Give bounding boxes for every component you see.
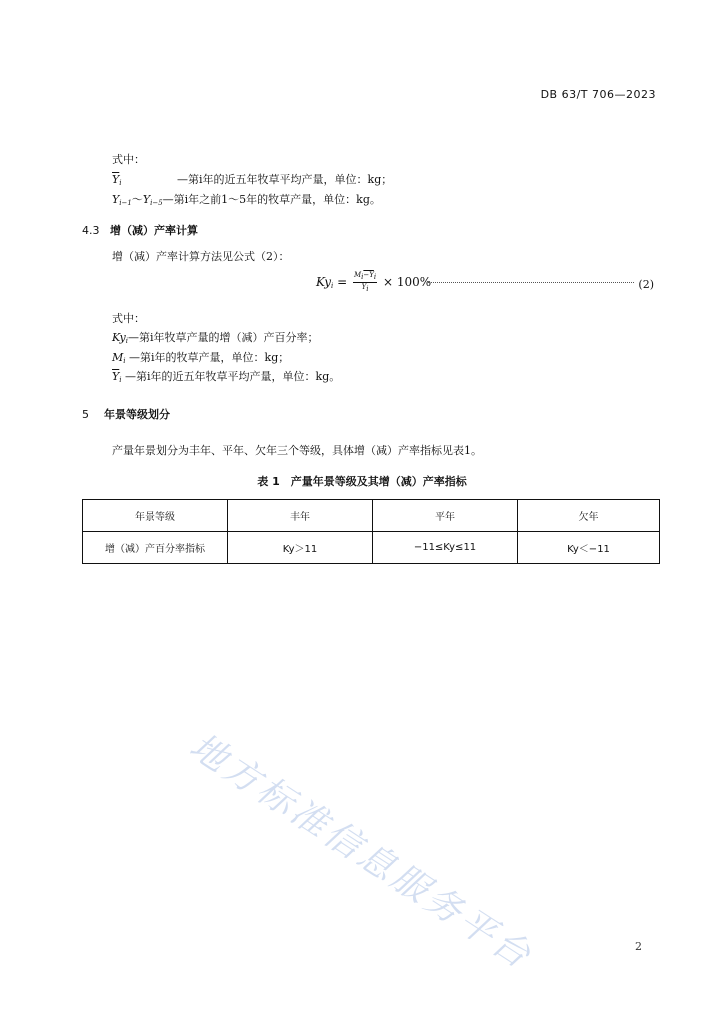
section-5-paragraph: 产量年景划分为丰年、平年、欠年三个等级，具体增（减）产率指标见表1。 — [112, 444, 482, 457]
section-number: 5 — [82, 408, 89, 421]
formula-intro: 增（减）产率计算方法见公式（2）： — [112, 250, 290, 263]
table-cell: Ky＜−11 — [518, 532, 660, 564]
definition-ky: $Ky_i—$第i年牧草产量的增（减）产百分率； — [112, 331, 319, 345]
section-title: 年景等级划分 — [104, 408, 170, 421]
table-header-cell: 平年 — [373, 500, 518, 532]
table-header-cell: 年景等级 — [83, 500, 228, 532]
formula-leader-dots — [428, 276, 634, 283]
formula-where-label: 式中： — [112, 153, 145, 166]
table-header-row — [83, 500, 660, 532]
page-number: 2 — [635, 940, 642, 953]
symbol-y-bar: $\overline{Y}$ — [112, 173, 120, 186]
watermark: 地方标准信息服务平台 — [182, 725, 541, 979]
definition-text: —第i年之前1～5年的牧草产量，单位：kg。 — [162, 193, 381, 206]
table-cell: 增（减）产百分率指标 — [83, 532, 228, 564]
definition-mean-yield: $\overline{Y}_i$ —第i年的近五年牧草平均产量，单位：kg； — [112, 173, 393, 187]
table-cell: Ky＞11 — [228, 532, 373, 564]
formula-fraction: $\frac{Mi-Yi}{\overline{Y}i}$ — [353, 271, 377, 293]
table-header-cell: 欠年 — [518, 500, 660, 532]
definition-text: —第i年牧草产量的增（减）产百分率； — [127, 331, 319, 344]
formula-2: $Ky_i$ = $\frac{Mi-Yi}{\overline{Y}i}$ × 100% — [316, 271, 432, 293]
definition-y-bar: $\overline{Y}_i$ —第i年的近五年牧草平均产量，单位：kg。 — [112, 370, 341, 384]
table-cell: −11≤Ky≤11 — [373, 532, 518, 564]
definition-text: —第i年的近五年牧草平均产量，单位：kg； — [177, 173, 393, 186]
equation-number: (2) — [638, 278, 654, 291]
definition-m: $M_i$ —第i年的牧草产量，单位：kg； — [112, 351, 290, 365]
section-number: 4.3 — [82, 224, 100, 237]
standard-number: DB 63/T 706—2023 — [540, 88, 656, 101]
definition-prior-yields: $Y_{i-1}\sim Y_{i-5}—$第i年之前1～5年的牧草产量，单位：kg。 — [112, 193, 381, 207]
formula-where-label-2: 式中： — [112, 312, 145, 325]
definition-text: —第i年的牧草产量，单位：kg； — [129, 351, 290, 364]
section-heading-4-3 — [82, 222, 198, 238]
section-title: 增（减）产率计算 — [110, 224, 198, 237]
table-caption: 表 1 产量年景等级及其增（减）产率指标 — [257, 475, 467, 488]
table-row — [83, 532, 660, 564]
grade-table — [82, 499, 660, 564]
section-heading-5 — [82, 406, 170, 422]
table-header-cell: 丰年 — [228, 500, 373, 532]
definition-text: —第i年的近五年牧草平均产量，单位：kg。 — [125, 370, 341, 383]
